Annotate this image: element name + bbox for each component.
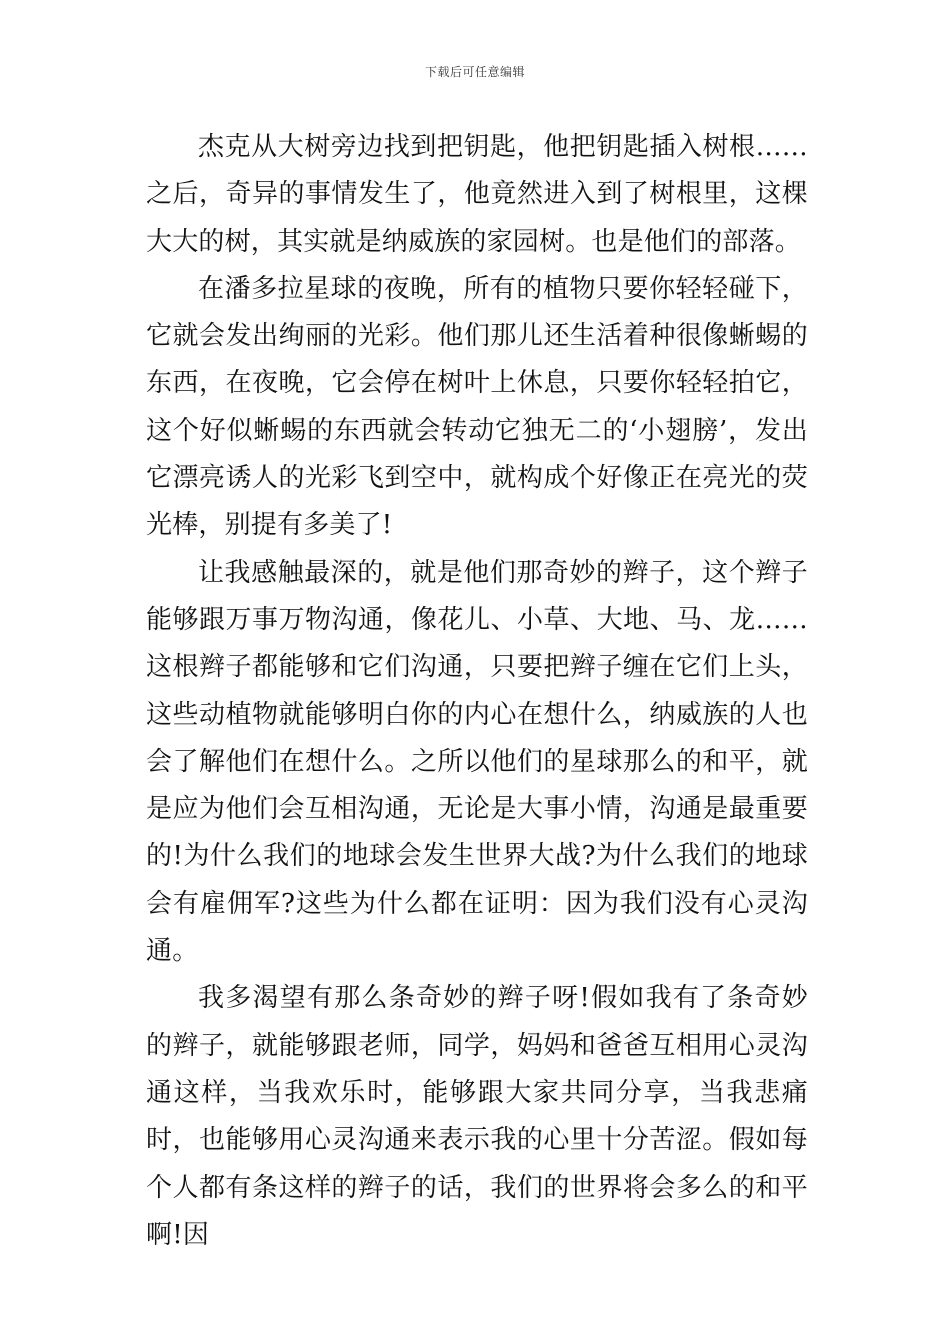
document-body xyxy=(146,124,808,1259)
paragraph: 杰克从大树旁边找到把钥匙，他把钥匙插入树根……之后，奇异的事情发生了，他竟然进入到了树根里，这棵大大的树，其实就是纳威族的家园树。也是他们的部落。 xyxy=(146,132,808,257)
paragraph: 我多渴望有那么条奇妙的辫子呀!假如我有了条奇妙的辫子，就能够跟老师，同学，妈妈和爸爸互相用心灵沟通这样，当我欢乐时，能够跟大家共同分享，当我悲痛时，也能够用心灵沟通来表示我的心里十分苦涩。假如每个人都有条这样的辫子的话，我们的世界将会多么的和平啊!因 xyxy=(146,983,808,1250)
page-header: 下载后可任意编辑 xyxy=(424,65,525,79)
paragraph: 在潘多拉星球的夜晚，所有的植物只要你轻轻碰下，它就会发出绚丽的光彩。他们那儿还生活着种很像蜥蜴的东西，在夜晚，它会停在树叶上休息，只要你轻轻拍它，这个好似蜥蜴的东西就会转动它独无二的‘小翅膀’，发出它漂亮诱人的光彩飞到空中，就构成个好像正在亮光的荧光棒，别提有多美了! xyxy=(146,273,808,541)
paragraph: 让我感触最深的，就是他们那奇妙的辫子，这个辫子能够跟万事万物沟通，像花儿、小草、大地、马、龙……这根辫子都能够和它们沟通，只要把辫子缠在它们上头，这些动植物就能够明白你的内心在想什么，纳威族的人也会了解他们在想什么。之所以他们的星球那么的和平，就是应为他们会互相沟通，无论是大事小情，沟通是最重要的!为什么我们的地球会发生世界大战?为什么我们的地球会有雇佣军?这些为什么都在证明：因为我们没有心灵沟通。 xyxy=(146,557,808,967)
